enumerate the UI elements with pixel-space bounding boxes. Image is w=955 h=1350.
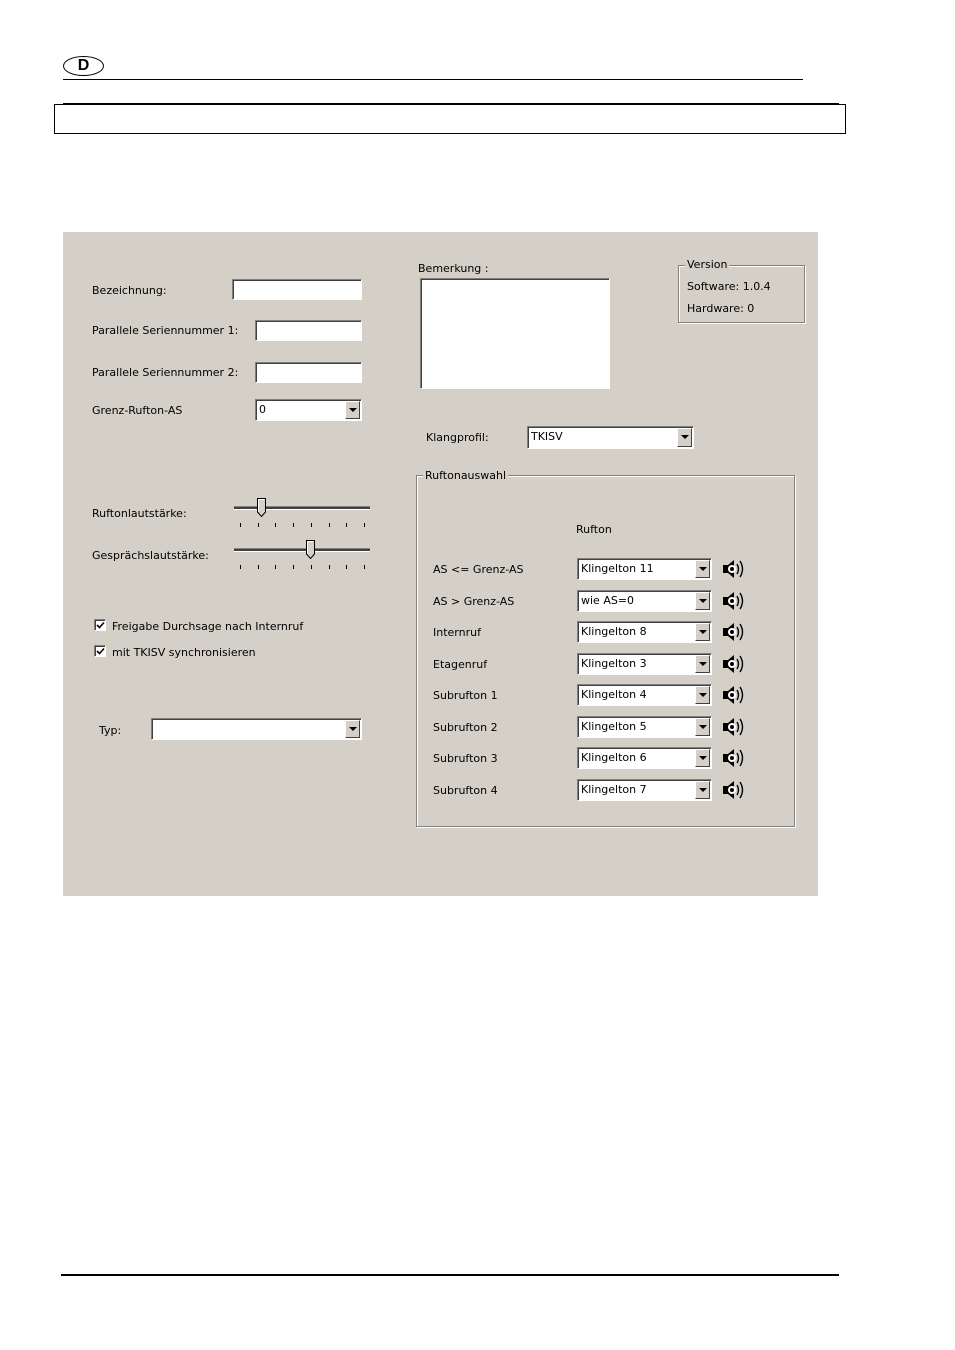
slider-thumb[interactable] xyxy=(257,498,266,517)
chevron-down-icon[interactable] xyxy=(695,592,710,610)
slider-track xyxy=(234,506,370,510)
slider-tick xyxy=(275,565,276,569)
rufton-select[interactable]: Klingelton 11 xyxy=(577,558,712,580)
check-icon xyxy=(96,621,105,630)
ruftonauswahl-group xyxy=(416,469,795,827)
slider-tick xyxy=(311,523,312,527)
serial1-label: Parallele Seriennummer 1: xyxy=(92,324,239,337)
sync-checkbox[interactable] xyxy=(94,645,106,657)
section-header-box xyxy=(54,104,846,134)
slider-tick xyxy=(275,523,276,527)
slider-tick xyxy=(293,523,294,527)
slider-tick xyxy=(329,565,330,569)
chevron-down-icon[interactable] xyxy=(677,428,692,447)
speaker-icon[interactable] xyxy=(721,652,747,676)
version-legend: Version xyxy=(687,258,728,271)
rufton-select[interactable]: Klingelton 5 xyxy=(577,716,712,738)
bemerkung-textarea[interactable] xyxy=(420,278,610,389)
slider-thumb[interactable] xyxy=(306,540,315,559)
slider-tick xyxy=(364,523,365,527)
speaker-icon[interactable] xyxy=(721,746,747,770)
slider-tick xyxy=(258,565,259,569)
ruftonlautstaerke-label: Ruftonlautstärke: xyxy=(92,507,187,520)
bemerkung-label: Bemerkung : xyxy=(418,262,489,275)
rufton-row-label: Etagenruf xyxy=(433,658,488,671)
gespraechslautstaerke-label: Gesprächslautstärke: xyxy=(92,549,209,562)
rufton-select[interactable]: wie AS=0 xyxy=(577,590,712,612)
language-badge: D xyxy=(63,56,104,76)
serial2-label: Parallele Seriennummer 2: xyxy=(92,366,239,379)
rufton-row-label: Subrufton 2 xyxy=(433,721,498,734)
speaker-icon[interactable] xyxy=(721,683,747,707)
slider-tick xyxy=(346,565,347,569)
check-icon xyxy=(96,647,105,656)
klangprofil-label: Klangprofil: xyxy=(426,431,489,444)
rufton-row-label: AS <= Grenz-AS xyxy=(433,563,524,576)
bezeichnung-input[interactable] xyxy=(232,279,362,300)
grenz-rufton-label: Grenz-Rufton-AS xyxy=(92,404,183,417)
serial2-input[interactable] xyxy=(255,362,362,383)
slider-tick xyxy=(346,523,347,527)
chevron-down-icon[interactable] xyxy=(695,781,710,799)
chevron-down-icon[interactable] xyxy=(695,718,710,736)
rufton-select[interactable]: Klingelton 7 xyxy=(577,779,712,801)
chevron-down-icon[interactable] xyxy=(695,560,710,578)
slider-tick xyxy=(258,523,259,527)
freigabe-checkbox[interactable] xyxy=(94,619,106,631)
slider-track xyxy=(234,548,370,552)
chevron-down-icon[interactable] xyxy=(695,623,710,641)
rufton-select[interactable]: Klingelton 6 xyxy=(577,747,712,769)
typ-select[interactable] xyxy=(151,718,362,740)
rufton-row-label: Subrufton 1 xyxy=(433,689,498,702)
rufton-row-label: Subrufton 3 xyxy=(433,752,498,765)
rufton-select[interactable]: Klingelton 4 xyxy=(577,684,712,706)
chevron-down-icon[interactable] xyxy=(695,655,710,673)
rufton-row-label: Subrufton 4 xyxy=(433,784,498,797)
settings-dialog xyxy=(63,232,818,896)
slider-tick xyxy=(240,523,241,527)
header-rule xyxy=(63,79,803,80)
sync-label: mit TKISV synchronisieren xyxy=(112,646,256,659)
grenz-rufton-select[interactable]: 0 xyxy=(255,399,362,421)
ruftonauswahl-legend: Ruftonauswahl xyxy=(425,469,507,482)
footer-rule xyxy=(61,1274,839,1276)
slider-tick xyxy=(293,565,294,569)
freigabe-label: Freigabe Durchsage nach Internruf xyxy=(112,620,304,633)
typ-label: Typ: xyxy=(99,724,122,737)
bezeichnung-label: Bezeichnung: xyxy=(92,284,167,297)
rufton-row-label: AS > Grenz-AS xyxy=(433,595,515,608)
slider-tick xyxy=(364,565,365,569)
slider-tick xyxy=(240,565,241,569)
chevron-down-icon[interactable] xyxy=(695,686,710,704)
version-group xyxy=(678,258,805,323)
chevron-down-icon[interactable] xyxy=(345,401,360,419)
hardware-version: Hardware: 0 xyxy=(687,302,755,315)
chevron-down-icon[interactable] xyxy=(695,749,710,767)
slider-tick xyxy=(311,565,312,569)
slider-tick xyxy=(329,523,330,527)
chevron-down-icon[interactable] xyxy=(345,720,360,738)
speaker-icon[interactable] xyxy=(721,778,747,802)
klangprofil-select[interactable]: TKISV xyxy=(527,426,694,449)
speaker-icon[interactable] xyxy=(721,715,747,739)
rufton-row-label: Internruf xyxy=(433,626,481,639)
ruftonlautstaerke-slider[interactable] xyxy=(234,498,370,532)
rufton-select[interactable]: Klingelton 8 xyxy=(577,621,712,643)
software-version: Software: 1.0.4 xyxy=(687,280,771,293)
serial1-input[interactable] xyxy=(255,320,362,341)
speaker-icon[interactable] xyxy=(721,620,747,644)
speaker-icon[interactable] xyxy=(721,557,747,581)
speaker-icon[interactable] xyxy=(721,589,747,613)
gespraechslautstaerke-slider[interactable] xyxy=(234,540,370,574)
rufton-column-header: Rufton xyxy=(576,523,612,536)
rufton-select[interactable]: Klingelton 3 xyxy=(577,653,712,675)
